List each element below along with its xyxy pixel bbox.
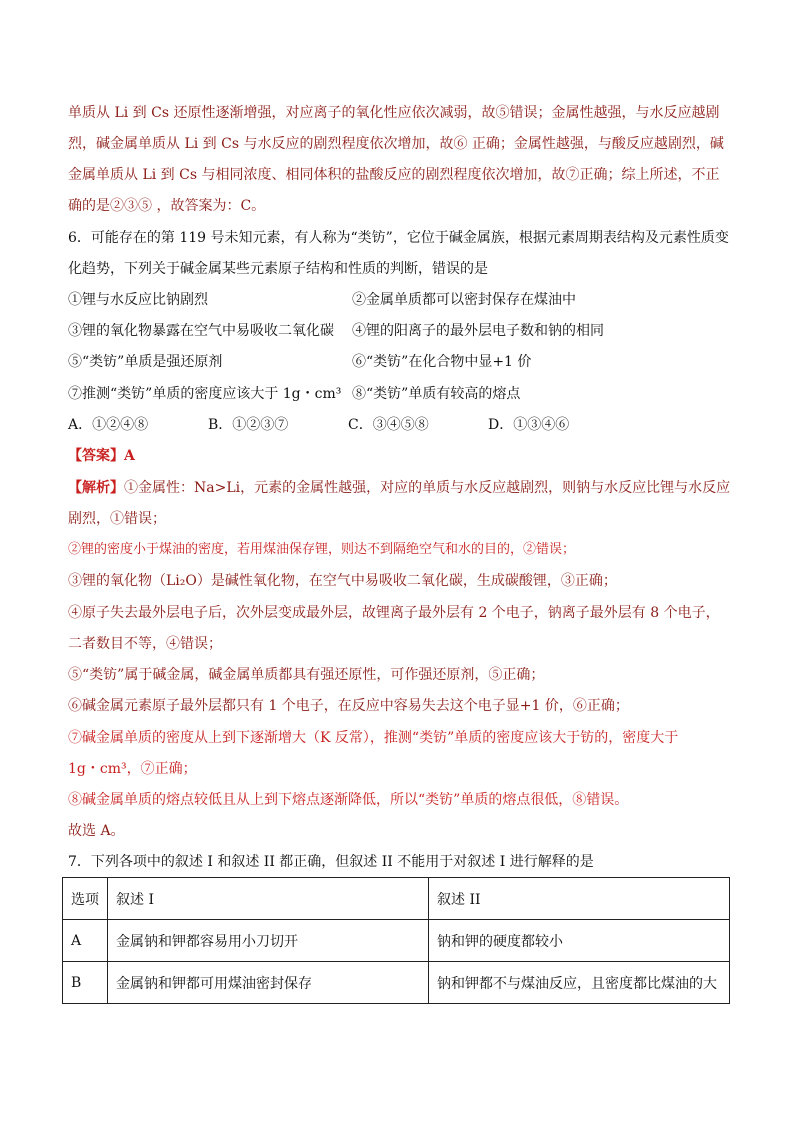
q6-conclusion: 故选 A。 [68,823,125,839]
q6-analysis-line-1 [68,478,730,498]
q7-stem: 7．下列各项中的叙述 I 和叙述 II 都正确，但叙述 II 不能用于对叙述 I 进行解释的是 [68,854,594,870]
q6-analysis-point-7-line-2: 1g・cm³，⑦正确； [68,761,197,777]
row-statement-1: 金属钠和钾都可用煤油密封保存 [108,962,429,1004]
q6-statement-2: ②金属单质都可以密封保存在煤油中 [352,292,576,308]
prev-explanation-line-4: 确的是②③⑤ ，故答案为：C。 [68,198,266,214]
header-statement-2: 叙述 II [429,878,730,920]
q6-statement-1: ①锂与水反应比钠剧烈 [68,292,208,308]
answer-label: 【答案】 [68,448,124,464]
q6-stem-line-1: 6．可能存在的第 119 号未知元素，有人称为“类钫”，它位于碱金属族，根据元素周期表结构及元素性质变 [68,230,729,246]
prev-explanation-line-2: 烈，碱金属单质从 Li 到 Cs 与水反应的剧烈程度依次增加，故⑥ 正确；金属性越强，与酸反应越剧烈，碱 [68,136,724,152]
q6-statement-6: ⑥“类钫”在化合物中显+1 价 [352,354,532,370]
q6-statement-4: ④锂的阳离子的最外层电子数和钠的相同 [352,323,604,339]
q6-analysis-point-6: ⑥碱金属元素原子最外层都只有 1 个电子，在反应中容易失去这个电子显+1 价，⑥正确； [68,698,629,714]
prev-explanation-line-3: 金属单质从 Li 到 Cs 与相同浓度、相同体积的盐酸反应的剧烈程度依次增加，故⑦正确；综上所述，不正 [68,167,720,183]
q6-option-a: A．①②④⑧ [68,417,149,433]
q6-analysis-point-4-line-1: ④原子失去最外层电子后，次外层变成最外层，故锂离子最外层有 2 个电子，钠离子最外层有 8 个电子， [68,605,720,621]
row-option: A [63,920,108,962]
q6-statement-8: ⑧“类钫”单质有较高的熔点 [352,386,521,402]
row-option: B [63,962,108,1004]
answer-value: A [124,448,135,464]
table-header-row [63,878,730,920]
q6-analysis-point-3: ③锂的氧化物（Li₂O）是碱性氧化物，在空气中易吸收二氧化碳，生成碳酸锂，③正确； [68,573,617,589]
row-statement-2: 钠和钾都不与煤油反应，且密度都比煤油的大 [429,962,730,1004]
prev-explanation-line-1: 单质从 Li 到 Cs 还原性逐渐增强，对应离子的氧化性应依次减弱，故⑤错误；金属性越强，与水反应越剧 [68,105,720,121]
header-statement-1: 叙述 I [108,878,429,920]
analysis-label: 【解析】 [68,480,124,496]
analysis-point-1: ①金属性：Na>Li，元素的金属性越强，对应的单质与水反应越剧烈，则钠与水反应比锂与水反应 [124,480,731,496]
q6-stem-line-2: 化趋势，下列关于碱金属某些元素原子结构和性质的判断，错误的是 [68,261,488,277]
q6-option-c: C．③④⑤⑧ [348,417,429,433]
row-statement-2: 钠和钾的硬度都较小 [429,920,730,962]
q6-analysis-point-7-line-1: ⑦碱金属单质的密度从上到下逐渐增大（K 反常），推测“类钫”单质的密度应该大于钫的，密度大于 [68,730,679,746]
header-option: 选项 [63,878,108,920]
q6-statement-7: ⑦推测“类钫”单质的密度应该大于 1g・cm³ [68,386,342,402]
q6-analysis-point-2: ②锂的密度小于煤油的密度，若用煤油保存锂，则达不到隔绝空气和水的目的，②错误； [68,542,576,557]
q6-analysis-point-5: ⑤“类钫”属于碱金属，碱金属单质都具有强还原性，可作强还原剂，⑤正确； [68,667,545,683]
q6-analysis-line-2: 剧烈，①错误； [68,511,166,527]
q6-analysis-point-8: ⑧碱金属单质的熔点较低且从上到下熔点逐渐降低，所以“类钫”单质的熔点很低，⑧错误。 [68,792,629,808]
q6-statement-5: ⑤“类钫”单质是强还原剂 [68,354,223,370]
q6-option-b: B．①②③⑦ [208,417,289,433]
row-statement-1: 金属钠和钾都容易用小刀切开 [108,920,429,962]
q6-answer [68,446,135,466]
q6-option-d: D．①③④⑥ [488,417,570,433]
table-row [63,920,730,962]
table-row [63,962,730,1004]
q6-statement-3: ③锂的氧化物暴露在空气中易吸收二氧化碳 [68,323,334,339]
q6-analysis-point-4-line-2: 二者数目不等，④错误； [68,636,222,652]
q7-table [62,877,730,1004]
